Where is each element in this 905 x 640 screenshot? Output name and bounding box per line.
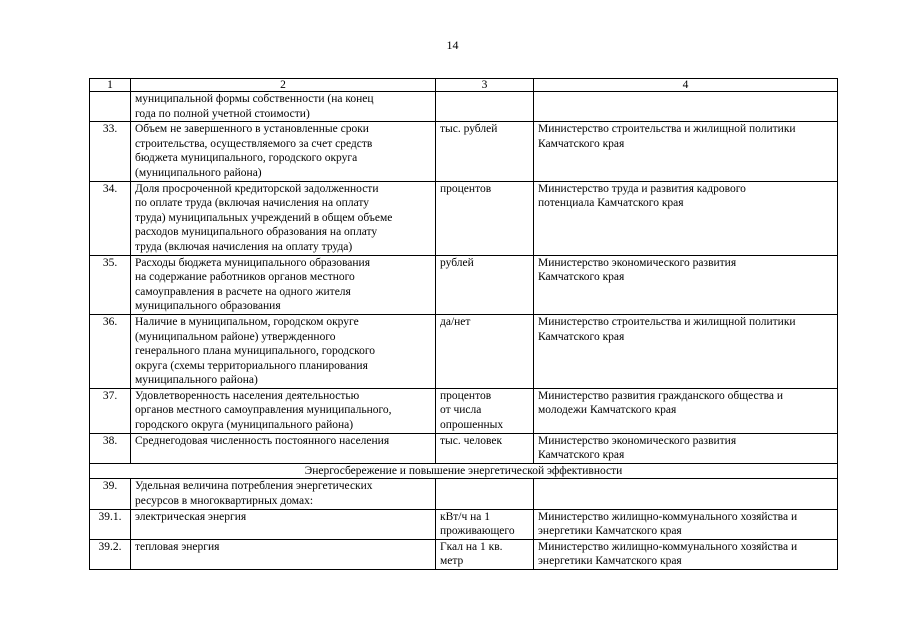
- ministry-cell-line: молодежи Камчатского края: [538, 404, 677, 417]
- indicator-name-line: муниципального образования: [135, 300, 281, 313]
- row-number: 34.: [90, 181, 131, 255]
- table-row: [90, 92, 838, 122]
- unit-cell: [436, 388, 534, 433]
- ministry-cell-line: Камчатского края: [538, 449, 625, 462]
- table-row: [90, 181, 838, 255]
- ministry-cell-line: Министерство экономического развития: [538, 256, 737, 269]
- unit-cell-line: проживающего: [440, 525, 515, 538]
- indicator-name: [131, 255, 436, 314]
- indicator-name: [131, 479, 436, 509]
- ministry-cell-line: потенциала Камчатского края: [538, 197, 684, 210]
- ministry-cell: [534, 181, 838, 255]
- indicator-name: [131, 122, 436, 181]
- unit-cell: [436, 509, 534, 539]
- row-number: 33.: [90, 122, 131, 181]
- ministry-cell: [534, 433, 838, 463]
- ministry-cell-line: энергетики Камчатского края: [538, 525, 682, 538]
- ministry-cell-line: Камчатского края: [538, 330, 625, 343]
- ministry-cell-line: энергетики Камчатского края: [538, 555, 682, 568]
- unit-cell-line: рублей: [440, 256, 474, 269]
- indicator-name: [131, 433, 436, 463]
- unit-cell-line: кВт/ч на 1: [440, 510, 491, 523]
- row-number: 39.1.: [90, 509, 131, 539]
- ministry-cell-line: Министерство труда и развития кадрового: [538, 182, 746, 195]
- indicator-name-line: электрическая энергия: [135, 510, 247, 523]
- indicator-name-line: бюджета муниципального, городского округа: [135, 152, 358, 165]
- unit-cell-line: опрошенных: [440, 419, 504, 432]
- section-row: [90, 463, 838, 479]
- unit-cell-line: да/нет: [440, 315, 471, 328]
- unit-cell: [436, 433, 534, 463]
- table-row: [90, 509, 838, 539]
- header-cell-3: 3: [436, 79, 534, 92]
- unit-cell-line: тыс. рублей: [440, 123, 498, 136]
- indicator-name: [131, 181, 436, 255]
- ministry-cell: [534, 314, 838, 388]
- indicator-name-line: труда (включая начисления на оплату труда): [135, 240, 353, 253]
- indicator-name-line: года по полной учетной стоимости): [135, 107, 310, 120]
- unit-cell: [436, 539, 534, 569]
- section-title: Энергосбережение и повышение энергетической эффективности: [90, 463, 838, 479]
- ministry-cell: [534, 92, 838, 122]
- ministry-cell-line: Министерство развития гражданского общества и: [538, 389, 784, 402]
- unit-cell: [436, 181, 534, 255]
- ministry-cell-line: Камчатского края: [538, 137, 625, 150]
- ministry-cell: [534, 122, 838, 181]
- indicator-name: [131, 388, 436, 433]
- indicator-name-line: муниципального района): [135, 374, 258, 387]
- row-number: 38.: [90, 433, 131, 463]
- ministry-cell-line: Министерство строительства и жилищной политики: [538, 123, 796, 136]
- ministry-cell: [534, 255, 838, 314]
- indicator-name-line: (муниципального района): [135, 166, 262, 179]
- ministry-cell-line: Камчатского края: [538, 271, 625, 284]
- table-body: [90, 79, 838, 570]
- indicator-name-line: муниципальной формы собственности (на конец: [135, 93, 374, 105]
- row-number: 35.: [90, 255, 131, 314]
- indicator-name-line: генерального плана муниципального, городского: [135, 345, 376, 358]
- indicator-name-line: по оплате труда (включая начисления на оплату: [135, 197, 370, 210]
- indicator-name-line: Удовлетворенность населения деятельностью: [135, 389, 360, 402]
- ministry-cell-line: Министерство жилищно-коммунального хозяйства и: [538, 540, 798, 553]
- header-cell-1: 1: [90, 79, 131, 92]
- unit-cell-line: процентов: [440, 182, 492, 195]
- indicator-name-line: Удельная величина потребления энергетических: [135, 480, 373, 493]
- indicator-name-line: труда) муниципальных учреждений в общем объеме: [135, 211, 393, 224]
- unit-cell: [436, 314, 534, 388]
- unit-cell-line: метр: [440, 555, 464, 568]
- header-cell-2: 2: [131, 79, 436, 92]
- ministry-cell-line: Министерство строительства и жилищной политики: [538, 315, 796, 328]
- ministry-cell: [534, 479, 838, 509]
- indicator-name-line: (муниципальном районе) утвержденного: [135, 330, 336, 343]
- indicator-name-line: органов местного самоуправления муниципального,: [135, 404, 392, 417]
- table-row: [90, 122, 838, 181]
- indicator-name-line: Объем не завершенного в установленные сроки: [135, 123, 369, 136]
- indicator-name-line: городского округа (муниципального района): [135, 419, 354, 432]
- page-number: 14: [446, 38, 459, 52]
- header-row: [90, 79, 838, 92]
- indicator-name-line: Расходы бюджета муниципального образования: [135, 256, 370, 269]
- row-number: 39.: [90, 479, 131, 509]
- indicators-table: [89, 78, 838, 570]
- unit-cell: [436, 255, 534, 314]
- table-row: [90, 433, 838, 463]
- row-number: 36.: [90, 314, 131, 388]
- indicator-name-line: на содержание работников органов местного: [135, 271, 355, 284]
- table-row: [90, 539, 838, 569]
- table-row: [90, 479, 838, 509]
- unit-cell-line: от числа: [440, 404, 482, 417]
- row-number: 37.: [90, 388, 131, 433]
- indicator-name: [131, 92, 436, 122]
- ministry-cell-line: Министерство экономического развития: [538, 434, 737, 447]
- indicator-name: [131, 314, 436, 388]
- ministry-cell: [534, 388, 838, 433]
- indicator-name-line: расходов муниципального образования на оплату: [135, 226, 378, 239]
- table-row: [90, 255, 838, 314]
- table-row: [90, 314, 838, 388]
- ministry-cell: [534, 539, 838, 569]
- unit-cell: [436, 92, 534, 122]
- indicator-name-line: Доля просроченной кредиторской задолженности: [135, 182, 379, 195]
- ministry-cell: [534, 509, 838, 539]
- table-row: [90, 388, 838, 433]
- indicator-name-line: Наличие в муниципальном, городском округе: [135, 315, 359, 328]
- row-number: 39.2.: [90, 539, 131, 569]
- indicator-name: [131, 539, 436, 569]
- indicator-name: [131, 509, 436, 539]
- indicator-name-line: округа (схемы территориального планирования: [135, 359, 368, 372]
- unit-cell: [436, 479, 534, 509]
- indicator-name-line: самоуправления в расчете на одного жителя: [135, 285, 351, 298]
- header-cell-4: 4: [534, 79, 838, 92]
- indicator-name-line: тепловая энергия: [135, 540, 220, 553]
- ministry-cell-line: Министерство жилищно-коммунального хозяйства и: [538, 510, 798, 523]
- indicator-name-line: строительства, осуществляемого за счет средств: [135, 137, 373, 150]
- unit-cell-line: процентов: [440, 389, 492, 402]
- unit-cell-line: тыс. человек: [440, 434, 503, 447]
- unit-cell-line: Гкал на 1 кв.: [440, 540, 503, 553]
- indicator-name-line: Среднегодовая численность постоянного населения: [135, 434, 390, 447]
- indicator-name-line: ресурсов в многоквартирных домах:: [135, 495, 314, 508]
- row-number: [90, 92, 131, 122]
- unit-cell: [436, 122, 534, 181]
